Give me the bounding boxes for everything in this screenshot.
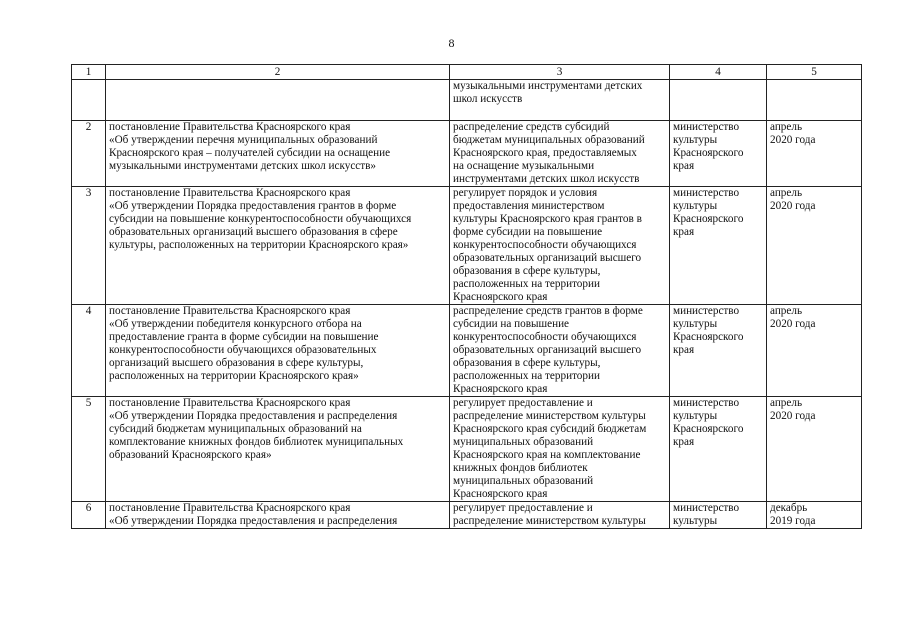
cell-line: края — [673, 436, 695, 448]
cell-line: музыкальными инструментами детских школ искусств» — [109, 160, 377, 172]
cell-purpose — [450, 305, 670, 397]
cell-line: Красноярского края – получателей субсидии на оснащение — [109, 147, 391, 159]
cell-line: министерство — [673, 305, 740, 317]
table-row — [72, 397, 862, 502]
cell-line: Красноярского — [673, 331, 744, 343]
cell-num: 6 — [72, 502, 106, 529]
cell-line: образований Красноярского края» — [109, 449, 272, 461]
table-row — [72, 121, 862, 187]
page-number: 8 — [448, 36, 455, 50]
cell-line: инструментами детских школ искусств — [453, 173, 640, 185]
cell-line: апрель — [770, 121, 803, 133]
cell-num: 3 — [72, 187, 106, 305]
cell-act — [106, 80, 450, 121]
cell-line: Красноярского края, предоставляемых — [453, 147, 637, 159]
cell-line: расположенных на территории Красноярского края» — [109, 370, 359, 382]
cell-line: регулирует предоставление и — [453, 397, 593, 409]
cell-line: апрель — [770, 187, 803, 199]
cell-executor — [670, 187, 767, 305]
cell-num: 4 — [72, 305, 106, 397]
column-header: 2 — [106, 65, 450, 80]
cell-line: субсидий бюджетам муниципальных образований на — [109, 423, 362, 435]
table-row — [72, 305, 862, 397]
cell-line: культуры — [673, 134, 718, 146]
column-header: 4 — [670, 65, 767, 80]
cell-line: 2020 года — [770, 134, 816, 146]
cell-line: постановление Правительства Красноярского края — [109, 305, 351, 317]
cell-line: апрель — [770, 305, 803, 317]
cell-line: постановление Правительства Красноярского края — [109, 121, 351, 133]
cell-line: «Об утверждении Порядка предоставления грантов в форме — [109, 200, 397, 212]
cell-line: образования в сфере культуры, — [453, 357, 601, 369]
cell-num: 5 — [72, 397, 106, 502]
cell-line: комплектование книжных фондов библиотек муниципальных — [109, 436, 404, 448]
cell-line: предоставление гранта в форме субсидии на повышение — [109, 331, 379, 343]
continuation-row — [72, 80, 862, 121]
cell-line: апрель — [770, 397, 803, 409]
cell-line: форме субсидии на повышение — [453, 226, 603, 238]
cell-line: муниципальных образований — [453, 475, 594, 487]
cell-line: постановление Правительства Красноярского края — [109, 187, 351, 199]
cell-line: Красноярского края — [453, 488, 548, 500]
cell-line: Красноярского края — [453, 383, 548, 395]
cell-line: образовательных организаций высшего — [453, 344, 642, 356]
cell-line: бюджетам муниципальных образований — [453, 134, 645, 146]
cell-line: Красноярского края — [453, 291, 548, 303]
cell-executor — [670, 80, 767, 121]
cell-line: школ искусств — [453, 93, 523, 105]
cell-line: распределение министерством культуры — [453, 410, 646, 422]
cell-act — [106, 502, 450, 529]
cell-line: 2019 года — [770, 515, 816, 527]
cell-line: организаций высшего образования в сфере культуры, — [109, 357, 364, 369]
cell-act — [106, 121, 450, 187]
cell-purpose — [450, 502, 670, 529]
column-header: 5 — [767, 65, 862, 80]
cell-deadline — [767, 80, 862, 121]
cell-line: «Об утверждении перечня муниципальных образований — [109, 134, 378, 146]
table-row — [72, 502, 862, 529]
cell-executor — [670, 305, 767, 397]
cell-line: министерство — [673, 502, 740, 514]
cell-line: Красноярского — [673, 423, 744, 435]
cell-line: министерство — [673, 397, 740, 409]
cell-line: распределение средств субсидий — [453, 121, 610, 133]
cell-deadline — [767, 397, 862, 502]
cell-line: «Об утверждении Порядка предоставления и распределения — [109, 410, 398, 422]
cell-line: министерство — [673, 187, 740, 199]
cell-line: распределение министерством культуры — [453, 515, 646, 527]
cell-line: декабрь — [770, 502, 808, 514]
cell-line: конкурентоспособности обучающихся — [453, 239, 637, 251]
cell-line: культуры — [673, 515, 718, 527]
cell-line: министерство — [673, 121, 740, 133]
cell-act — [106, 187, 450, 305]
cell-line: 2020 года — [770, 410, 816, 422]
cell-deadline — [767, 121, 862, 187]
cell-act — [106, 397, 450, 502]
cell-line: регулирует порядок и условия — [453, 187, 598, 199]
column-header: 3 — [450, 65, 670, 80]
cell-line: 2020 года — [770, 318, 816, 330]
cell-line: субсидии на повышение — [453, 318, 570, 330]
cell-line: муниципальных образований — [453, 436, 594, 448]
cell-num: 2 — [72, 121, 106, 187]
cell-executor — [670, 121, 767, 187]
cell-line: музыкальными инструментами детских — [453, 80, 643, 92]
cell-line: предоставления министерством — [453, 200, 605, 212]
cell-line: 2020 года — [770, 200, 816, 212]
cell-line: постановление Правительства Красноярского края — [109, 502, 351, 514]
cell-line: «Об утверждении Порядка предоставления и распределения — [109, 515, 398, 527]
cell-act — [106, 305, 450, 397]
cell-purpose — [450, 121, 670, 187]
cell-line: образования в сфере культуры, — [453, 265, 601, 277]
cell-line: постановление Правительства Красноярского края — [109, 397, 351, 409]
cell-line: Красноярского края на комплектование — [453, 449, 641, 461]
cell-deadline — [767, 187, 862, 305]
cell-executor — [670, 397, 767, 502]
cell-line: края — [673, 160, 695, 172]
cell-line: субсидии на повышение конкурентоспособности обучающихся — [109, 213, 412, 225]
cell-purpose — [450, 397, 670, 502]
cell-line: конкурентоспособности обучающихся — [453, 331, 637, 343]
cell-purpose — [450, 80, 670, 121]
cell-line: образовательных организаций высшего образования в сфере — [109, 226, 398, 238]
cell-line: «Об утверждении победителя конкурсного отбора на — [109, 318, 362, 330]
cell-line: Красноярского края субсидий бюджетам — [453, 423, 647, 435]
cell-line: Красноярского — [673, 147, 744, 159]
cell-line: образовательных организаций высшего — [453, 252, 642, 264]
document-table — [71, 64, 862, 529]
cell-purpose — [450, 187, 670, 305]
cell-line: на оснащение музыкальными — [453, 160, 595, 172]
cell-line: края — [673, 226, 695, 238]
cell-line: регулирует предоставление и — [453, 502, 593, 514]
cell-deadline — [767, 502, 862, 529]
cell-line: конкурентоспособности обучающихся образовательных — [109, 344, 377, 356]
cell-line: культуры — [673, 410, 718, 422]
cell-line: культуры — [673, 200, 718, 212]
cell-line: книжных фондов библиотек — [453, 462, 588, 474]
cell-line: культуры — [673, 318, 718, 330]
table-header-row — [72, 65, 862, 80]
cell-line: культуры, расположенных на территории Красноярского края» — [109, 239, 409, 251]
column-header: 1 — [72, 65, 106, 80]
cell-deadline — [767, 305, 862, 397]
cell-line: Красноярского — [673, 213, 744, 225]
cell-num — [72, 80, 106, 121]
cell-line: края — [673, 344, 695, 356]
cell-line: расположенных на территории — [453, 278, 600, 290]
cell-executor — [670, 502, 767, 529]
cell-line: распределение средств грантов в форме — [453, 305, 643, 317]
cell-line: культуры Красноярского края грантов в — [453, 213, 642, 225]
cell-line: расположенных на территории — [453, 370, 600, 382]
table-row — [72, 187, 862, 305]
